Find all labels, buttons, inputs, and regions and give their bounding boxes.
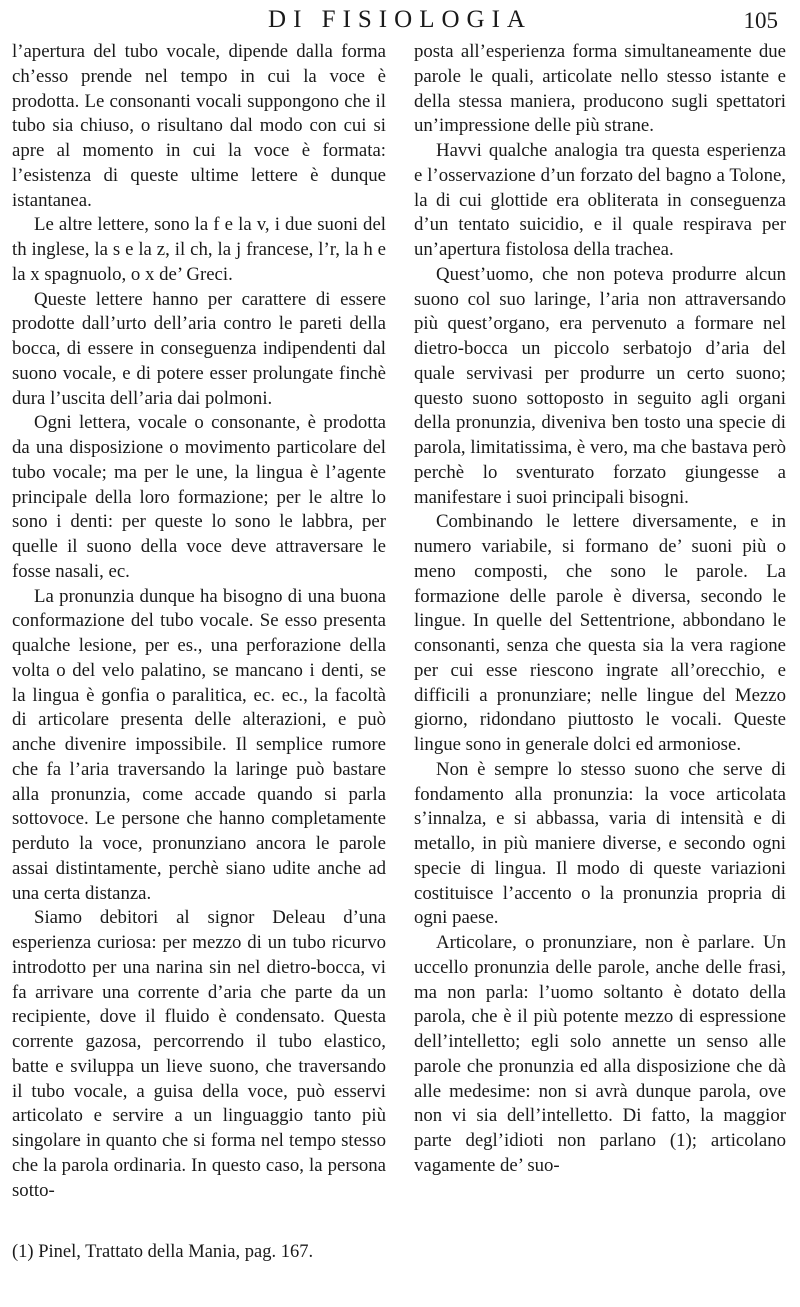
paragraph: Le altre lettere, sono la f e la v, i due suoni del th inglese, la s e la z, il ch, la j francese, l’r, la h e la x spagnuolo, o x de’ Greci.	[12, 214, 386, 285]
paragraph: Queste lettere hanno per carattere di essere prodotte dall’urto dell’aria contro le pareti della bocca, di essere in conseguenza indipendenti dal suono vocale, e di potere esser prolungate finchè dura l’uscita dell’aria dai polmoni.	[12, 288, 386, 409]
left-column	[12, 40, 386, 1203]
paragraph: Combinando le lettere diversamente, e in numero variabile, si formano de’ suoni più o meno composti, che sono le parole. La formazione delle parole è diversa, secondo le lingue. In quelle del Settentrione, abbondano le consonanti, senza che questa sia la vera ragione per cui esse riescono ingrate all’orecchio, e difficili a pronunziare; nelle lingue del Mezzo giorno, ridondano piuttosto le vocali. Queste lingue sono in generale dolci ed armoniose.	[414, 511, 786, 755]
right-column	[414, 40, 786, 1179]
paragraph: Non è sempre lo stesso suono che serve di fondamento alla pronunzia: la voce articolata s’innalza, e si abbassa, varia di intensità e di metallo, in più maniere diverse, e secondo ogni specie di lingua. Il modo di queste variazioni costituisce l’accento o la pronunzia propria di ogni paese.	[414, 758, 786, 929]
page-number: 105	[743, 8, 778, 33]
paragraph: La pronunzia dunque ha bisogno di una buona conformazione del tubo vocale. Se esso presenta qualche lesione, per es., una perforazione della volta o del velo palatino, se mancano i denti, se la lingua è gonfia o paralitica, ec. ec., la facoltà di articolare presenta delle alterazioni, e può anche divenire impossibile. Il semplice rumore che fa l’aria traversando la laringe può bastare alla pronunzia, come accade quando si parla sottovoce. Le persone che hanno completamente perduto la voce, pronunziano ancora le parole assai distintamente, perchè siano udite anche ad una certa distanza.	[12, 585, 386, 904]
paragraph: Ogni lettera, vocale o consonante, è prodotta da una disposizione o movimento particolare del tubo vocale; ma per le une, la lingua è l’agente principale della loro formazione; per le altre lo sono i denti: per queste lo sono le labbra, per quelle il suono della voce deve attraversare le fosse nasali, ec.	[12, 412, 386, 582]
paragraph: Siamo debitori al signor Deleau d’una esperienza curiosa: per mezzo di un tubo ricurvo introdotto per una narina sin nel dietro-bocca, vi fa arrivare una corrente d’aria che parte da un recipiente, dove il fluido è condensato. Questa corrente gazosa, percorrendo il tubo elastico, batte e sviluppa un lieve suono, che traversando il tubo vocale, a guisa della voce, può esservi articolato e servire a un linguaggio tanto più singolare in quanto che si forma nel tempo stesso che la parola ordinaria. In questo caso, la persona sotto-	[12, 907, 386, 1201]
footnote: (1) Pinel, Trattato della Mania, pag. 167.	[12, 1242, 314, 1262]
running-title: DI FISIOLOGIA	[268, 6, 532, 33]
paragraph: Havvi qualche analogia tra questa esperienza e l’osservazione d’un forzato del bagno a Tolone, la di cui glottide era obliterata in conseguenza d’un tentato suicidio, e il quale respirava per un’apertura fistolosa della trachea.	[414, 140, 786, 260]
paragraph: Quest’uomo, che non poteva produrre alcun suono col suo laringe, l’aria non attraversando più quest’organo, era pervenuto a formare nel dietro-bocca un piccolo serbatojo d’aria del quale servivasi per produrre un certo suono; questo suono sottoposto in seguito agli organi della pronunzia, diveniva ben tosto una specie di parola, limitatissima, è vero, ma che bastava però perchè lo sventurato forzato giungesse a manifestare i suoi principali bisogni.	[414, 263, 786, 508]
paragraph: Articolare, o pronunziare, non è parlare. Un uccello pronunzia delle parole, anche delle frasi, ma non parla: l’uomo soltanto è dotato della parola, che è il più potente mezzo di espressione dell’intelletto; egli solo annette un senso alle parole che pronunzia ed alla disposizione che dà alle medesime: non si avrà dunque parola, ove non vi sia dell’intelletto. Di fatto, la maggior parte degl’idioti non parlano (1); articolano vagamente de’ suo-	[414, 932, 786, 1176]
paragraph: posta all’esperienza forma simultaneamente due parole le quali, articolate nello stesso istante e della stessa maniera, producono sugli spettatori un’impressione delle più strane.	[414, 41, 786, 137]
paragraph: l’apertura del tubo vocale, dipende dalla forma ch’esso prende nel tempo in cui la voce è prodotta. Le consonanti vocali suppongono che il tubo sia chiuso, o risultano dal modo con cui si apre al momento in cui la voce è formata: l’esistenza di queste ultime lettere è dunque istantanea.	[12, 41, 386, 211]
